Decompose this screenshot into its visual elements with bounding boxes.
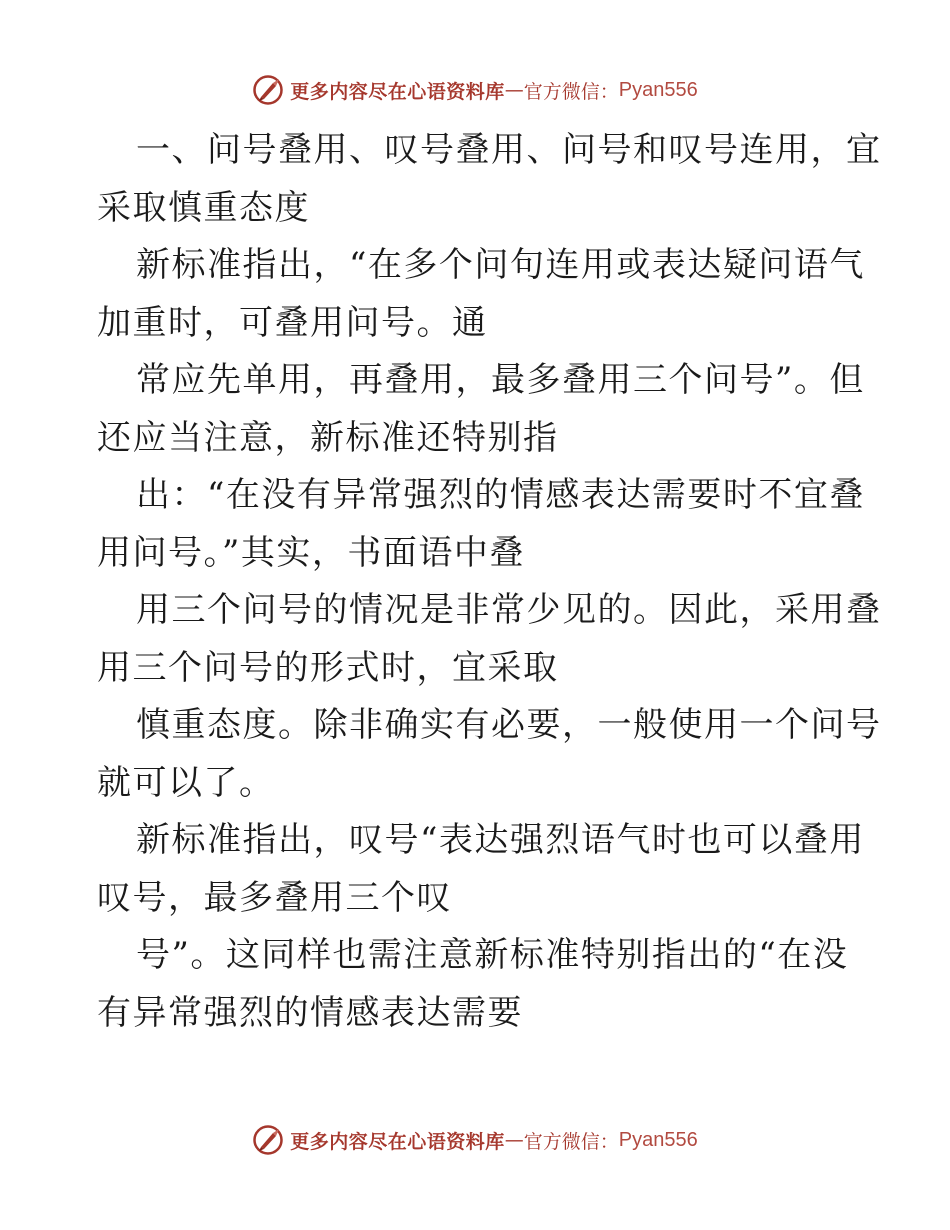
body-line: 有异常强烈的情感表达需要	[97, 992, 523, 1033]
body-line: 常应先单用，再叠用，最多叠用三个问号”。但	[136, 360, 865, 400]
footer-brand-text: 更多内容尽在心语资料库	[290, 1130, 505, 1153]
body-line: 用问号。”其实，书面语中叠	[97, 532, 525, 573]
header-separator: —	[504, 79, 524, 101]
body-line: 慎重态度。除非确实有必要，一般使用一个问号	[136, 705, 882, 745]
document-body	[97, 122, 882, 1042]
body-line: 新标准指出，“在多个问句连用或表达疑问语气	[136, 245, 865, 285]
body-line: 用三个问号的情况是非常少见的。因此，采用叠	[136, 590, 882, 630]
footer-separator: —	[504, 1129, 524, 1151]
header-banner	[0, 70, 950, 110]
body-line: 一、问号叠用、叹号叠用、问号和叹号连用，宜	[136, 130, 882, 170]
body-line: 还应当注意，新标准还特别指	[97, 417, 559, 458]
body-line: 号”。这同样也需注意新标准特别指出的“在没	[136, 935, 849, 975]
body-line: 新标准指出，叹号“表达强烈语气时也可以叠用	[136, 820, 865, 860]
body-line: 用三个问号的形式时，宜采取	[97, 647, 559, 688]
body-line: 加重时，可叠用问号。通	[97, 302, 488, 343]
header-wechat-label: 官方微信：	[523, 80, 619, 103]
footer-wechat-label: 官方微信：	[523, 1130, 619, 1153]
footer-wechat-id: Pyan556	[618, 1128, 698, 1151]
header-wechat-id: Pyan556	[618, 78, 698, 101]
body-line: 叹号，最多叠用三个叹	[97, 877, 452, 918]
quill-pen-logo-icon	[252, 74, 284, 106]
body-line: 出：“在没有异常强烈的情感表达需要时不宜叠	[136, 475, 865, 515]
header-brand-text: 更多内容尽在心语资料库	[290, 80, 505, 103]
body-line: 就可以了。	[97, 762, 275, 803]
body-line: 采取慎重态度	[97, 187, 310, 228]
quill-pen-logo-icon	[252, 1124, 284, 1156]
footer-banner	[0, 1120, 950, 1160]
